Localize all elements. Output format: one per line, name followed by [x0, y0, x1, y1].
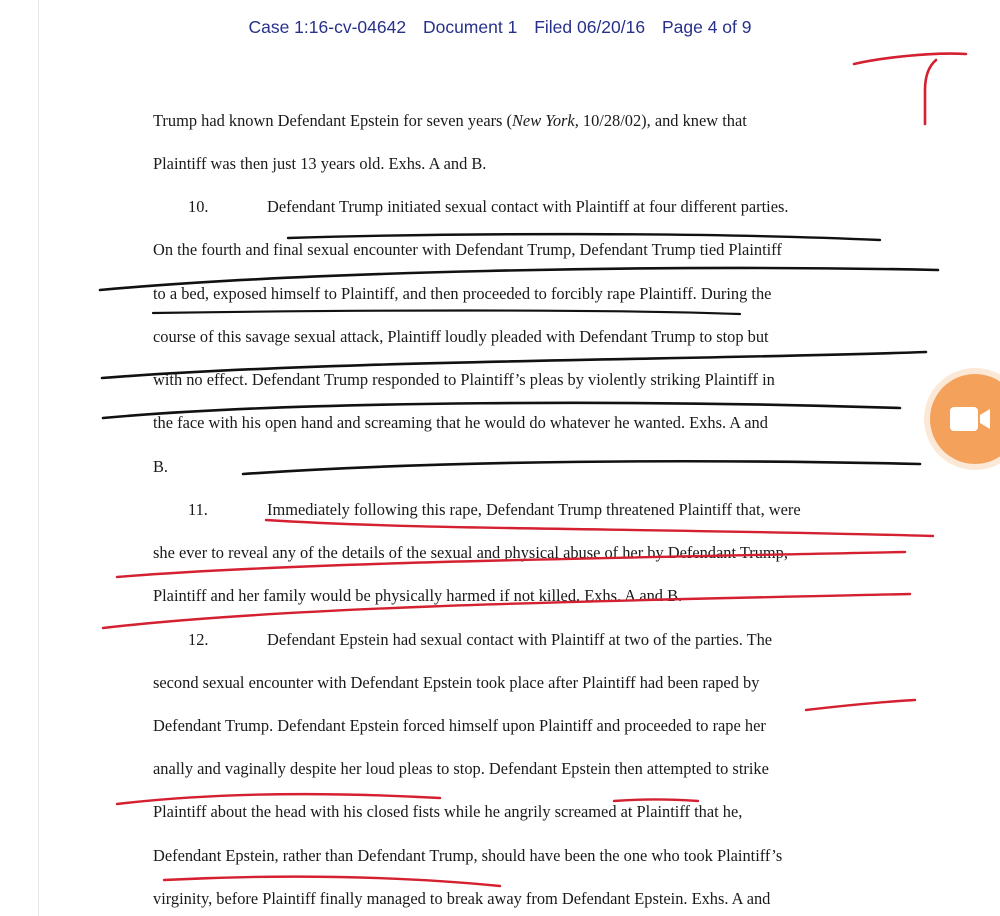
text-run: 10/28/02), and knew that: [578, 111, 747, 130]
text-line: Plaintiff about the head with his closed fists while he angrily screamed at Plaintiff that he,: [153, 802, 743, 821]
text-line: B.: [153, 457, 169, 476]
text-line: [153, 111, 747, 131]
text-line: virginity, before Plaintiff finally managed to break away from Defendant Epstein. Exhs. A and: [153, 889, 771, 908]
text-run: Trump had known Defendant Epstein for seven years (: [153, 111, 512, 130]
text-line: she ever to reveal any of the details of the sexual and physical abuse of her by Defendant Trump,: [153, 543, 788, 562]
text-line: Plaintiff and her family would be physically harmed if not killed. Exhs. A and B.: [153, 586, 683, 605]
case-number: Case 1:16-cv-04642: [248, 17, 407, 37]
text-line: second sexual encounter with Defendant Epstein took place after Plaintiff had been raped by: [153, 673, 760, 692]
text-line: the face with his open hand and screaming that he would do whatever he wanted. Exhs. A and: [153, 413, 768, 432]
text-line: anally and vaginally despite her loud pleas to stop. Defendant Epstein then attempted to strike: [153, 759, 769, 778]
italic-citation: New York,: [512, 111, 579, 130]
text-line: Defendant Epstein had sexual contact with Plaintiff at two of the parties. The: [267, 630, 773, 649]
text-line: with no effect. Defendant Trump responded to Plaintiff’s pleas by violently striking Plaintiff in: [153, 370, 775, 389]
text-line: Defendant Trump. Defendant Epstein forced himself upon Plaintiff and proceeded to rape her: [153, 716, 766, 735]
text-line: On the fourth and final sexual encounter with Defendant Trump, Defendant Trump tied Plaintiff: [153, 240, 782, 259]
video-camera-icon: [950, 405, 994, 433]
text-line: Defendant Trump initiated sexual contact with Plaintiff at four different parties.: [267, 197, 789, 216]
text-line: Defendant Epstein, rather than Defendant Trump, should have been the one who took Plaintiff’s: [153, 846, 783, 865]
text-line: Plaintiff was then just 13 years old. Exhs. A and B.: [153, 154, 487, 173]
page-indicator: Page 4 of 9: [661, 17, 752, 37]
paragraph-number: 11.: [188, 500, 208, 519]
filed-date: Filed 06/20/16: [534, 17, 646, 37]
document-number: Document 1: [422, 17, 518, 37]
text-line: to a bed, exposed himself to Plaintiff, and then proceeded to forcibly rape Plaintiff. During the: [153, 284, 772, 303]
text-line: Immediately following this rape, Defendant Trump threatened Plaintiff that, were: [267, 500, 801, 519]
paragraph-number: 10.: [188, 197, 209, 216]
text-line: course of this savage sexual attack, Plaintiff loudly pleaded with Defendant Trump to stop but: [153, 327, 769, 346]
paragraph-number: 12.: [188, 630, 209, 649]
